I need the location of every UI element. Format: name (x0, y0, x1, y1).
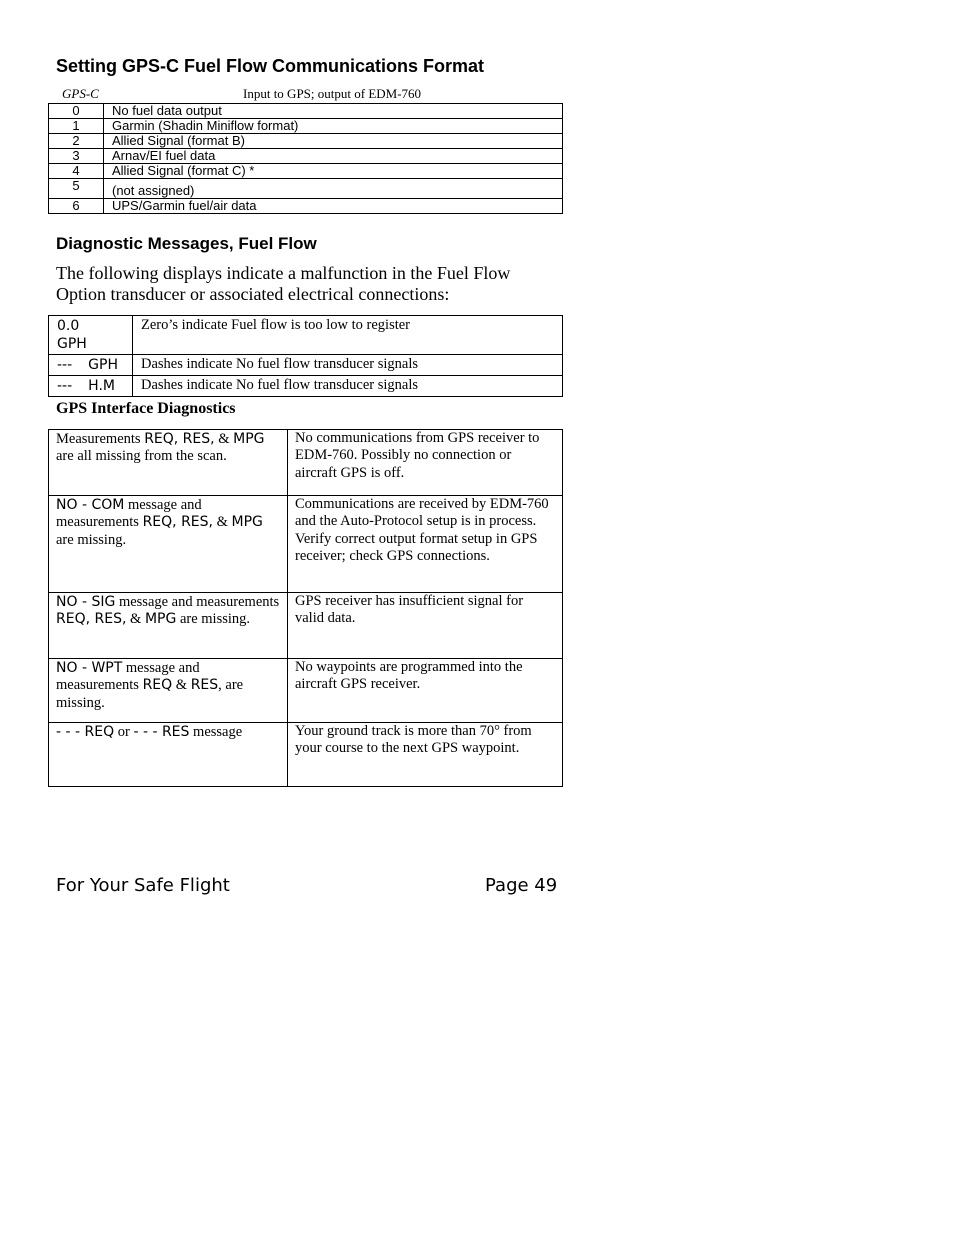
gps-condition (49, 593, 288, 659)
gps-condition (49, 659, 288, 723)
table-row (49, 149, 563, 164)
display-cell (49, 316, 133, 355)
display-cell (49, 376, 133, 397)
cond-text: are all missing from the scan. (56, 448, 227, 465)
gps-explanation: Communications are received by EDM-760 and the Auto-Protocol setup is in process. Verify correct output format setup in GPS receiver; check GPS connections. (288, 496, 563, 593)
cond-keyword: - - - RES (133, 724, 190, 740)
cond-text: Measurements (56, 431, 145, 447)
cond-text: are missing. (56, 531, 127, 548)
table-row (49, 593, 563, 659)
display-unit: GPH (57, 336, 87, 352)
table-row (49, 430, 563, 496)
table-row (49, 496, 563, 593)
table-row (49, 119, 563, 134)
table-row (49, 199, 563, 214)
format-desc: Arnav/EI fuel data (104, 149, 563, 164)
cond-keyword: RES (190, 677, 219, 694)
cond-keyword: MPG (233, 431, 265, 447)
display-unit: GPH (88, 357, 118, 373)
table-row (49, 164, 563, 179)
col-header-desc: Input to GPS; output of EDM-760 (243, 86, 422, 101)
table-row (49, 134, 563, 149)
table-row (49, 376, 563, 397)
display-unit: H.M (88, 378, 115, 394)
display-value: --- (57, 378, 73, 394)
cond-text: are missing. (176, 611, 251, 628)
diag-message: Zero’s indicate Fuel flow is too low to register (133, 316, 563, 355)
table-row (49, 355, 563, 376)
gps-table (48, 429, 563, 787)
footer-tagline: For Your Safe Flight (56, 875, 230, 896)
gps-explanation: No communications from GPS receiver to EDM-760. Possibly no connection or aircraft GPS is off. (288, 430, 563, 496)
gps-condition (49, 430, 288, 496)
display-cell (49, 355, 133, 376)
format-code: 2 (49, 134, 104, 149)
cond-keyword: NO - WPT (56, 660, 123, 676)
cond-text: & (214, 431, 234, 447)
cond-text: or (114, 724, 134, 740)
format-code: 4 (49, 164, 104, 179)
gps-explanation: GPS receiver has insufficient signal for valid data. (288, 593, 563, 659)
cond-keyword: NO - SIG (56, 594, 116, 610)
format-desc: No fuel data output (104, 104, 563, 119)
table-row (49, 104, 563, 119)
format-code: 6 (49, 199, 104, 214)
format-code: 3 (49, 149, 104, 164)
cond-keyword: NO - COM (56, 497, 125, 513)
cond-keyword: REQ (142, 677, 173, 694)
diag-heading: Diagnostic Messages, Fuel Flow (56, 234, 317, 253)
cond-text: , are missing. (56, 677, 244, 711)
cond-text: message and measurements (56, 660, 200, 694)
format-code: 1 (49, 119, 104, 134)
diag-message: Dashes indicate No fuel flow transducer signals (133, 376, 563, 397)
table-row (49, 179, 563, 199)
cond-keyword: MPG (231, 514, 263, 531)
format-desc: Allied Signal (format C) * (104, 164, 563, 179)
diag-table (48, 315, 563, 397)
cond-text: & (212, 514, 232, 531)
cond-keyword: MPG (144, 611, 177, 628)
cond-keyword: REQ, RES, (142, 514, 213, 531)
gps-condition (49, 723, 288, 787)
format-desc: Allied Signal (format B) (104, 134, 563, 149)
format-code: 0 (49, 104, 104, 119)
display-value: --- (57, 357, 73, 373)
gps-condition (49, 496, 288, 593)
gps-explanation: No waypoints are programmed into the aircraft GPS receiver. (288, 659, 563, 723)
diag-message: Dashes indicate No fuel flow transducer signals (133, 355, 563, 376)
cond-text: message (189, 724, 243, 740)
cond-text: & (172, 677, 191, 694)
cond-keyword: REQ, RES, (144, 431, 215, 447)
cond-text: message and measurements (115, 594, 280, 610)
format-desc: (not assigned) (104, 179, 563, 199)
format-desc: Garmin (Shadin Miniflow format) (104, 119, 563, 134)
diag-intro: The following displays indicate a malfunction in the Fuel Flow Option transducer or associated electrical connections: (56, 263, 511, 304)
cond-keyword: - - - REQ (56, 724, 115, 740)
format-code: 5 (49, 179, 104, 199)
page-title: Setting GPS-C Fuel Flow Communications Format (56, 56, 485, 76)
cond-keyword: REQ, RES, (56, 611, 127, 628)
page-number: Page 49 (485, 875, 558, 896)
cond-text: message and measurements (56, 497, 202, 531)
gps-explanation: Your ground track is more than 70° from your course to the next GPS waypoint. (288, 723, 563, 787)
col-header-code: GPS-C (62, 86, 99, 101)
table-row (49, 659, 563, 723)
cond-text: & (126, 611, 145, 628)
format-table (48, 103, 563, 214)
table-row (49, 723, 563, 787)
gps-heading: GPS Interface Diagnostics (56, 400, 236, 417)
display-value: 0.0 (57, 318, 80, 334)
table-row (49, 316, 563, 355)
format-desc: UPS/Garmin fuel/air data (104, 199, 563, 214)
